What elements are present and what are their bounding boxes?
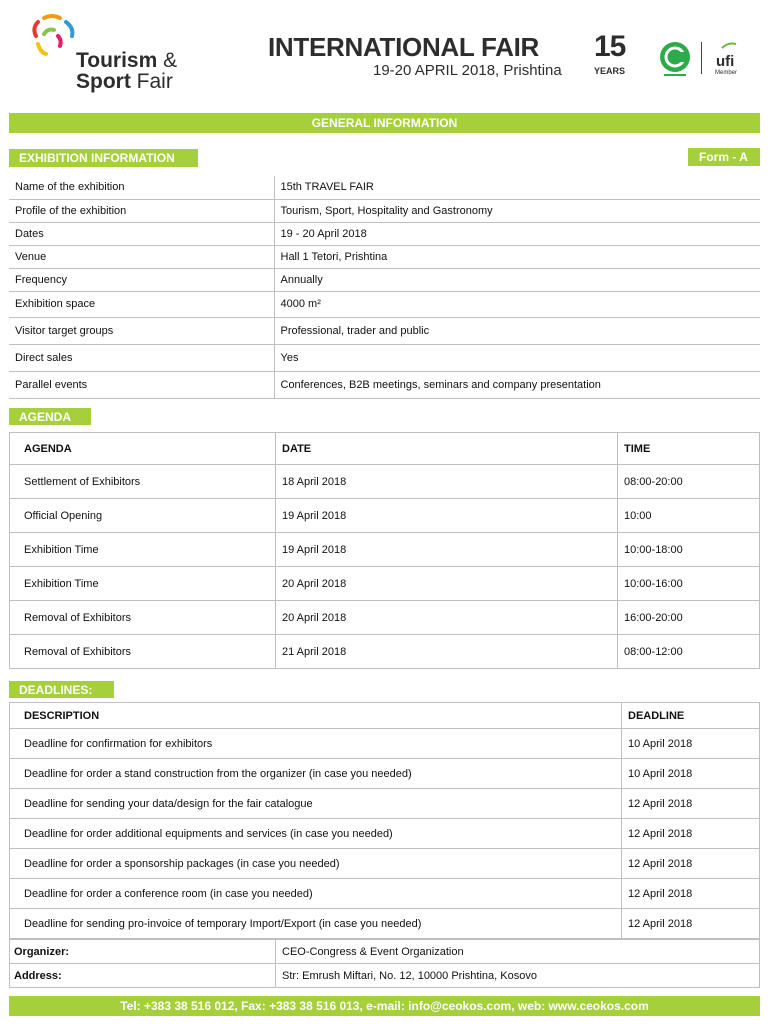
agenda-item: Removal of Exhibitors: [10, 635, 276, 669]
table-row: [10, 819, 760, 849]
exhibition-information-table: [9, 176, 760, 399]
general-information-bar: GENERAL INFORMATION: [9, 113, 760, 133]
field-label: Dates: [9, 222, 274, 245]
euro-certificate-badge-icon: [657, 40, 693, 76]
form-a-tag: Form - A: [688, 148, 760, 166]
table-row: [9, 371, 760, 398]
agenda-time: 08:00-20:00: [618, 465, 760, 499]
agenda-date: 19 April 2018: [276, 533, 618, 567]
field-label: Frequency: [9, 268, 274, 291]
field-value: Str: Emrush Miftari, No. 12, 10000 Prishtina, Kosovo: [276, 964, 760, 988]
field-label: Venue: [9, 245, 274, 268]
logo-divider: [701, 42, 702, 74]
table-row: [9, 222, 760, 245]
agenda-item: Official Opening: [10, 499, 276, 533]
fair-logo-icon: [30, 14, 80, 62]
field-label: Direct sales: [9, 344, 274, 371]
field-value: CEO-Congress & Event Organization: [276, 940, 760, 964]
column-header: DESCRIPTION: [10, 703, 622, 729]
deadline-date: 12 April 2018: [622, 879, 760, 909]
anniversary-number: 15: [594, 30, 626, 63]
event-dates-location: 19-20 APRIL 2018, Prishtina: [373, 62, 562, 79]
agenda-date: 21 April 2018: [276, 635, 618, 669]
field-label: Exhibition space: [9, 291, 274, 317]
contact-footer: Tel: +383 38 516 012, Fax: +383 38 516 013, e-mail: info@ceokos.com, web: www.ceokos.com: [9, 996, 760, 1016]
agenda-time: 08:00-12:00: [618, 635, 760, 669]
deadlines-tag: DEADLINES:: [9, 681, 114, 698]
agenda-time: 10:00-16:00: [618, 567, 760, 601]
deadline-description: Deadline for order additional equipments and services (in case you needed): [10, 819, 622, 849]
deadline-description: Deadline for confirmation for exhibitors: [10, 729, 622, 759]
field-value: 19 - 20 April 2018: [274, 222, 760, 245]
field-value: Professional, trader and public: [274, 317, 760, 344]
table-row: [9, 268, 760, 291]
agenda-time: 16:00-20:00: [618, 601, 760, 635]
ufi-member-logo-icon: [708, 40, 744, 76]
agenda-time: 10:00: [618, 499, 760, 533]
table-row: [9, 245, 760, 268]
agenda-date: 20 April 2018: [276, 601, 618, 635]
agenda-item: Exhibition Time: [10, 533, 276, 567]
field-value: Hall 1 Tetori, Prishtina: [274, 245, 760, 268]
svg-text:ufi: ufi: [716, 53, 735, 70]
field-label: Name of the exhibition: [9, 176, 274, 199]
anniversary-label: YEARS: [594, 66, 626, 76]
table-row: [10, 789, 760, 819]
field-value: Yes: [274, 344, 760, 371]
table-row: [9, 291, 760, 317]
field-label: Organizer:: [10, 940, 276, 964]
table-row: [10, 601, 760, 635]
field-value: Annually: [274, 268, 760, 291]
table-row: [9, 199, 760, 222]
field-value: Conferences, B2B meetings, seminars and company presentation: [274, 371, 760, 398]
agenda-date: 20 April 2018: [276, 567, 618, 601]
table-row: [10, 465, 760, 499]
field-label: Profile of the exhibition: [9, 199, 274, 222]
agenda-time: 10:00-18:00: [618, 533, 760, 567]
table-row: [10, 759, 760, 789]
deadline-date: 12 April 2018: [622, 849, 760, 879]
field-label: Address:: [10, 964, 276, 988]
deadlines-table: [9, 702, 760, 939]
table-row: [9, 317, 760, 344]
table-row: [10, 533, 760, 567]
table-header-row: [10, 703, 760, 729]
deadline-description: Deadline for order a conference room (in case you needed): [10, 879, 622, 909]
field-value: 15th TRAVEL FAIR: [274, 176, 760, 199]
table-row: [10, 940, 760, 964]
table-row: [10, 729, 760, 759]
fair-logo-wordmark: Tourism & Sport Fair: [76, 49, 178, 93]
deadline-date: 12 April 2018: [622, 789, 760, 819]
table-row: [10, 964, 760, 988]
deadline-date: 12 April 2018: [622, 909, 760, 939]
deadline-date: 10 April 2018: [622, 729, 760, 759]
agenda-item: Removal of Exhibitors: [10, 601, 276, 635]
agenda-item: Settlement of Exhibitors: [10, 465, 276, 499]
table-row: [10, 567, 760, 601]
deadline-description: Deadline for order a sponsorship packages (in case you needed): [10, 849, 622, 879]
deadline-description: Deadline for sending your data/design for the fair catalogue: [10, 789, 622, 819]
deadline-date: 10 April 2018: [622, 759, 760, 789]
svg-text:Member: Member: [715, 70, 738, 76]
agenda-table: [9, 432, 760, 669]
column-header: DATE: [276, 433, 618, 465]
deadline-date: 12 April 2018: [622, 819, 760, 849]
deadline-description: Deadline for sending pro-invoice of temporary Import/Export (in case you needed): [10, 909, 622, 939]
table-row: [9, 176, 760, 199]
table-row: [10, 879, 760, 909]
table-row: [10, 849, 760, 879]
agenda-item: Exhibition Time: [10, 567, 276, 601]
table-row: [10, 635, 760, 669]
deadline-description: Deadline for order a stand construction from the organizer (in case you needed): [10, 759, 622, 789]
agenda-date: 19 April 2018: [276, 499, 618, 533]
column-header: AGENDA: [10, 433, 276, 465]
column-header: DEADLINE: [622, 703, 760, 729]
table-row: [10, 909, 760, 939]
table-row: [10, 499, 760, 533]
field-label: Visitor target groups: [9, 317, 274, 344]
column-header: TIME: [618, 433, 760, 465]
agenda-tag: AGENDA: [9, 408, 91, 425]
organizer-table: [9, 939, 760, 988]
field-value: Tourism, Sport, Hospitality and Gastronomy: [274, 199, 760, 222]
table-row: [9, 344, 760, 371]
field-label: Parallel events: [9, 371, 274, 398]
page-title: INTERNATIONAL FAIR: [268, 32, 539, 62]
exhibition-information-tag: EXHIBITION INFORMATION: [9, 149, 198, 167]
agenda-date: 18 April 2018: [276, 465, 618, 499]
table-header-row: [10, 433, 760, 465]
field-value: 4000 m²: [274, 291, 760, 317]
